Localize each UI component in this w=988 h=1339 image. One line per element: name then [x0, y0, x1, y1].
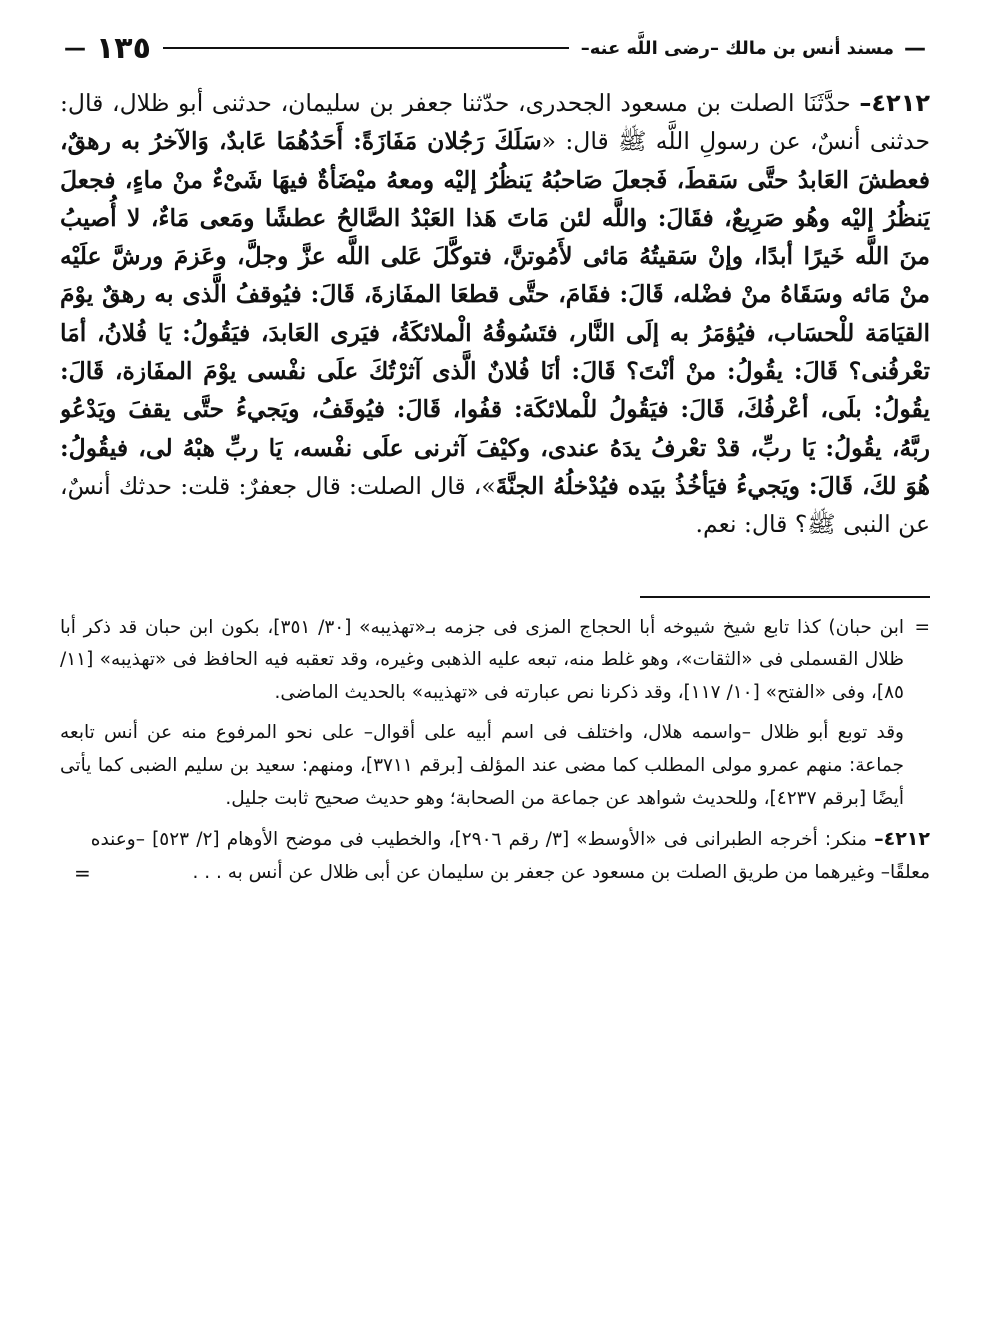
footnote-continues-mark: = — [74, 860, 91, 885]
running-header — [60, 26, 930, 70]
isnad-text: حدَّثَنَا الصلت بن مسعود الجحدرى، حدّثنا جعفر بن سليمان، حدثنى أبو ظلال، قال: حدثنى أنسٌ، عن رسولِ اللَّه ﷺ قال: « — [60, 89, 930, 156]
header-dash-right: — — [904, 35, 926, 61]
footnote-paragraph-text: وقد توبع أبو ظلال –واسمه هلال، واختلف فى اسم أبيه على أقوال– على نحو المرفوع منه عن أنس تابعه جماعة: منهم عمرو مولى المطلب كما مضى عند المؤلف [برقم ٣٧١١]، ومنهم: سعيد بن سليم الضبى كما يأتى أيضًا [برقم ٤٢٣٧]، وللحديث شواهد عن جماعة من الصحابة؛ وهو حديث صحيح ثابت جليل. — [60, 722, 904, 809]
matn-text: سَلَكَ رَجُلان مَفَازَةً: أَحَدُهُمَا عَابدٌ، وَالآخرُ به رهقٌ، فعطشَ العَابدُ حتَّى سَقطَ، فَجعلَ صَاحبُهُ يَنظُرُ إليْه ومعهُ ميْضَأةٌ فيهَا شَىْءٌ منْ ماءٍ، فجعلَ يَنظُرُ إليْه وهُو صَرِيعٌ، فقَالَ: واللَّه لئن مَاتَ هَذا العَبْدُ الصَّالحُ عطشًا ومَعى مَاءٌ، لا أُصيبُ منَ اللَّه خَيرًا أبدًا، وإنْ سَقيتُهُ مَائى لأَمُوتنَّ، فتوكَّلَ عَلى اللَّه عزَّ وجلَّ، وعَزمَ ورشَّ علَيْه منْ مَائه وسَقَاهُ منْ فضْله، قَالَ: فقَامَ، حتَّى قطعَا المفَازةَ، قَالَ: فيُوقفُ الَّذى به رهقٌ يوْمَ القيَامَة للْحسَاب، فيُؤمَرُ به إلَى النَّار، فتَسُوقُهُ الْملائكَةُ، فيَرى العَابدَ، فيَقُولُ: يَا فُلانُ، أمَا تعْرفُنى؟ قَالَ: يقُولُ: منْ أنْتَ؟ قَالَ: أنَا فُلانٌ الَّذى آثرْتُكَ علَى نفْسى يوْمَ المفَازة، قَالَ: يقُولُ: بلَى، أعْرفُكَ، قَالَ: فيَقُولُ للْملائكَة: قفُوا، قَالَ: فيُوقَفُ، ويَجيءُ حتَّى يقفَ ويَدْعُو ربَّهُ، يقُولُ: يَا ربِّ، قدْ تعْرفُ يدَهُ عندى، وكيْفَ آثرنى علَى نفْسه، يَا ربِّ هبْهُ لى، فيقُولُ: هُوَ لكَ، قَالَ: ويَجيءُ فيَأخُذُ بيَده فيُدْخلُهُ الجنَّةَ — [60, 127, 930, 500]
footnote-separator — [640, 596, 930, 598]
hadith-closing-text: »، قال الصلت: قال جعفرٌ: قلت: حدثك أنسٌ، عن النبى ﷺ؟ قال: نعم. — [60, 471, 930, 539]
header-dash-left: — — [64, 35, 86, 61]
hadith-number: ٤٢١٢– — [859, 89, 930, 117]
hadith-text — [60, 84, 930, 544]
footnote-number: ٤٢١٢– — [874, 828, 930, 851]
footnote-4212-body — [91, 823, 930, 889]
footnote-continued — [60, 612, 930, 710]
footnote-paragraph — [60, 717, 930, 815]
page-number: ١٣٥ — [96, 30, 151, 66]
book-page — [60, 26, 930, 1316]
footnote-continued-text: ابن حبان) كذا تابع شيخ شيوخه أبا الحجاج المزى فى جزمه بـ«تهذيبه» [٣٠/ ٣٥١]، بكون ابن حبان قد ذكر أبا ظلال القسملى فى «الثقات»، وهو غلط منه، تبعه عليه الذهبى وغيره، وقد تعقبه فيه الحافظ فى «تهذيبه» [١١/ ٨٥]، وفى «الفتح» [١٠/ ١١٧]، وقد ذكرنا نص عبارته فى «تهذيبه» بالحديث الماضى. — [60, 616, 904, 703]
running-title: مسند أنس بن مالك –رضى اللَّه عنه– — [580, 37, 894, 59]
footnote-4212-text: منكر: أخرجه الطبرانى فى «الأوسط» [٣/ رقم ٢٩٠٦]، والخطيب فى موضح الأوهام [٢/ ٥٢٣] –وعنده معلقًا– وغيرهما من طريق الصلت بن مسعود عن جعفر بن سليمان عن أبى ظلال عن أنس به . . . — [90, 829, 930, 883]
footnote-continuation-mark: = — [914, 616, 930, 638]
footnote-4212 — [60, 823, 930, 889]
footnotes — [60, 612, 930, 890]
header-rule — [163, 47, 569, 49]
hadith-paragraph — [60, 84, 930, 544]
